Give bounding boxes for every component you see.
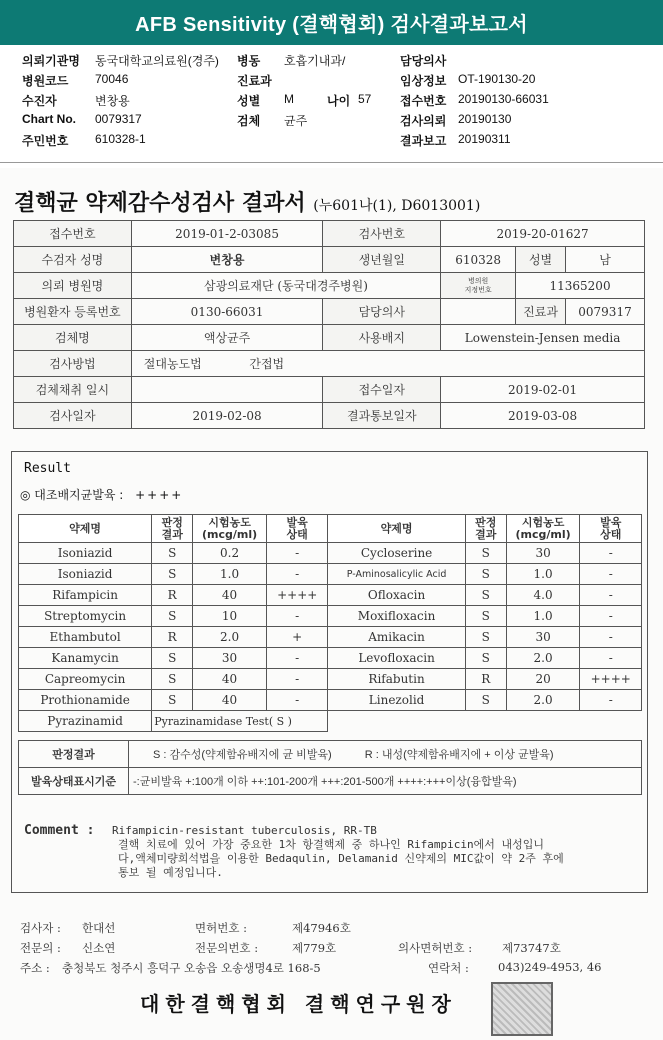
doctor-no-label: 의사면허번호 :	[398, 941, 473, 955]
name-label: 수검자 성명	[14, 247, 132, 273]
sex-label: 성별	[516, 247, 566, 273]
page-title: AFB Sensitivity (결핵협회) 검사결과보고서	[135, 14, 528, 36]
col-judge-right: 판정 결과	[465, 515, 506, 543]
drug-conc: 40	[193, 669, 267, 690]
drug-sensitivity-table	[18, 514, 642, 732]
drug-growth: -	[580, 690, 642, 711]
control-value: ++++	[135, 488, 184, 502]
clinical-label: 임상정보	[400, 74, 447, 88]
drug-growth: +	[266, 627, 327, 648]
drug-growth: -	[580, 585, 642, 606]
drug-conc: 2.0	[506, 648, 580, 669]
drug-name: Isoniazid	[19, 564, 152, 585]
drug-judge: S	[152, 564, 193, 585]
divider	[0, 162, 663, 163]
drug-judge: R	[152, 585, 193, 606]
drug-conc: 30	[506, 543, 580, 564]
chart-value: 0079317	[95, 112, 142, 126]
dept-label: 진료과	[516, 299, 566, 325]
col-drug-left: 약제명	[19, 515, 152, 543]
drug-name: P-Aminosalicylic Acid	[328, 564, 465, 585]
report-heading	[14, 186, 480, 217]
patient-value: 변창용	[95, 94, 130, 108]
drug-judge: R	[465, 669, 506, 690]
tester-label: 검사자 :	[20, 921, 61, 935]
license-label: 면허번호 :	[195, 921, 247, 935]
drug-name: Capreomycin	[19, 669, 152, 690]
drug-conc: 2.0	[506, 690, 580, 711]
drug-judge: S	[465, 564, 506, 585]
drug-name: Streptomycin	[19, 606, 152, 627]
drug-conc: 40	[193, 585, 267, 606]
drug-judge: S	[465, 627, 506, 648]
method-label: 검사방법	[14, 351, 132, 377]
judge-legend-s: S : 감수성(약제함유배지에 균 비발육)	[153, 749, 332, 761]
name-value: 변창용	[131, 247, 323, 273]
test-no-value: 2019-20-01627	[441, 221, 645, 247]
hospcode-value: 70046	[95, 72, 129, 86]
request-value: 20190130	[458, 112, 512, 126]
drug-name: Isoniazid	[19, 543, 152, 564]
drug-name: Moxifloxacin	[328, 606, 465, 627]
col-growth-left: 발육 상태	[266, 515, 327, 543]
report-date-value: 20190311	[458, 132, 511, 146]
accept-no-label: 접수번호	[14, 221, 132, 247]
method-2: 간접법	[249, 357, 285, 371]
age-value: 57	[358, 92, 372, 106]
medium-label: 사용배지	[323, 325, 441, 351]
table-row	[19, 669, 642, 690]
comment-text	[112, 824, 632, 880]
comment-label: Comment :	[24, 823, 95, 838]
drug-name: Linezolid	[328, 690, 465, 711]
clinical-value: OT-190130-20	[458, 72, 536, 86]
comment-line: 통보 될 예정입니다.	[118, 866, 223, 879]
drug-judge: S	[465, 543, 506, 564]
judge-legend-label: 판정결과	[19, 741, 129, 768]
specimen-label: 검체	[237, 114, 261, 128]
notify-value: 2019-03-08	[441, 403, 645, 429]
growth-legend-label: 발육상태표시기준	[19, 768, 129, 795]
accession-label: 접수번호	[400, 94, 447, 108]
drug-judge: S	[152, 543, 193, 564]
comment-line: 다,액체미량희석법을 이용한 Bedaqulin, Delamanid 신약제의 MIC값이 약 2주 후에	[118, 852, 564, 865]
license-value: 제47946호	[292, 921, 351, 935]
col-growth-right: 발육 상태	[580, 515, 642, 543]
control-label: ◎ 대조배지균발육 :	[20, 488, 124, 502]
drug-name: Rifabutin	[328, 669, 465, 690]
drug-conc: 40	[193, 690, 267, 711]
collect-value	[131, 377, 323, 403]
drug-conc: 4.0	[506, 585, 580, 606]
drug-conc: 30	[506, 627, 580, 648]
drug-growth: -	[266, 669, 327, 690]
drug-growth: -	[580, 564, 642, 585]
contact-label: 연락처 :	[428, 961, 469, 975]
drug-judge: S	[152, 648, 193, 669]
hospital-value: 동국대학교의료원(경주)	[95, 54, 219, 68]
drug-conc: 30	[193, 648, 267, 669]
drug-name: Amikacin	[328, 627, 465, 648]
hospital-label: 의뢰 병원명	[14, 273, 132, 299]
birth-label: 생년월일	[323, 247, 441, 273]
testdate-label: 검사일자	[14, 403, 132, 429]
judge-legend-r: R : 내성(약제함유배지에 + 이상 균발육)	[364, 749, 554, 761]
drug-growth: -	[266, 690, 327, 711]
license-label: 병의원 지정번호	[441, 273, 516, 299]
comment-line: Rifampicin-resistant tuberculosis, RR-TB	[112, 824, 377, 837]
accept-no-value: 2019-01-2-03085	[131, 221, 323, 247]
organization-name: 대한결핵협회 결핵연구원장	[140, 992, 457, 1016]
resident-label: 주민번호	[22, 134, 69, 148]
table-row	[19, 627, 642, 648]
drug-judge: S	[152, 690, 193, 711]
table-row	[19, 690, 642, 711]
contact-value: 043)249-4953, 46	[498, 960, 602, 974]
col-conc-right: 시험농도 (mcg/ml)	[506, 515, 580, 543]
medium-value: Lowenstein-Jensen media	[441, 325, 645, 351]
spec-no-label: 전문의번호 :	[195, 941, 259, 955]
address-value: 충청북도 청주시 흥덕구 오송읍 오송생명4로 168-5	[62, 961, 321, 975]
drug-judge: S	[465, 648, 506, 669]
sex-label: 성별	[237, 94, 261, 108]
drug-conc: 0.2	[193, 543, 267, 564]
hospcode-label: 병원코드	[22, 74, 69, 88]
tester-value: 한대선	[82, 921, 116, 935]
drug-conc: 1.0	[506, 564, 580, 585]
clinic-label: 진료과	[237, 74, 272, 88]
drug-conc: 1.0	[193, 564, 267, 585]
sex-value: M	[284, 92, 294, 106]
drug-name: Cycloserine	[328, 543, 465, 564]
drug-name: Prothionamide	[19, 690, 152, 711]
report-date-label: 결과보고	[400, 134, 447, 148]
notify-label: 결과통보일자	[323, 403, 441, 429]
dept-value: 호흡기내과/	[284, 54, 346, 68]
specimen-label: 검체명	[14, 325, 132, 351]
spec-no-value: 제779호	[292, 941, 337, 955]
request-label: 검사의뢰	[400, 114, 447, 128]
drug-judge: S	[465, 606, 506, 627]
doctor-no-value: 제73747호	[502, 941, 561, 955]
control-growth	[20, 486, 183, 503]
table-row	[19, 585, 642, 606]
scanned-report	[0, 168, 663, 1040]
table-row	[19, 711, 642, 732]
report-heading-text: 결핵균 약제감수성검사 결과서	[14, 190, 306, 216]
drug-growth: -	[580, 606, 642, 627]
drug-conc: 1.0	[506, 606, 580, 627]
specimen-value: 균주	[284, 114, 308, 128]
receipt-label: 접수일자	[323, 377, 441, 403]
drug-growth: -	[266, 648, 327, 669]
drug-growth: -	[580, 543, 642, 564]
growth-legend-value: -:균비발육 +:100개 이하 ++:101-200개 +++:201-500개 ++++:+++이상(융합발육)	[129, 768, 642, 795]
drug-name: Rifampicin	[19, 585, 152, 606]
table-row	[19, 606, 642, 627]
specialist-value: 신소연	[82, 941, 116, 955]
result-section	[11, 451, 648, 893]
drug-name: Kanamycin	[19, 648, 152, 669]
drug-growth: -	[580, 627, 642, 648]
table-row	[19, 564, 642, 585]
test-no-label: 검사번호	[323, 221, 441, 247]
sex-value: 남	[566, 247, 645, 273]
drug-conc: 10	[193, 606, 267, 627]
chart-label: Chart No.	[22, 112, 76, 126]
drug-name: Ofloxacin	[328, 585, 465, 606]
drug-growth: -	[266, 564, 327, 585]
doctor-value	[441, 299, 516, 325]
official-seal	[491, 982, 553, 1036]
col-drug-right: 약제명	[328, 515, 465, 543]
table-row	[19, 543, 642, 564]
receipt-value: 2019-02-01	[441, 377, 645, 403]
drug-judge: S	[465, 690, 506, 711]
report-title-bar	[0, 0, 663, 45]
specimen-value: 액상균주	[131, 325, 323, 351]
age-label: 나이	[327, 94, 351, 108]
drug-conc: 2.0	[193, 627, 267, 648]
pza-result: Pyrazinamidase Test( S )	[152, 711, 328, 732]
drug-judge: S	[152, 606, 193, 627]
report-heading-code: (누601나(1), D6013001)	[313, 198, 481, 214]
dept-label: 병동	[237, 54, 261, 68]
drug-growth: -	[266, 606, 327, 627]
pza-name: Pyrazinamid	[19, 711, 152, 732]
method-1: 절대농도법	[143, 357, 202, 371]
drug-judge: R	[152, 627, 193, 648]
method-value	[131, 351, 644, 377]
specialist-label: 전문의 :	[20, 941, 61, 955]
accession-value: 20190130-66031	[458, 92, 549, 106]
result-title: Result	[24, 461, 71, 476]
resident-value: 610328-1	[95, 132, 146, 146]
drug-growth: -	[266, 543, 327, 564]
patient-info-table	[13, 220, 645, 429]
reg-label: 병원환자 등록번호	[14, 299, 132, 325]
comment-line: 결핵 치료에 있어 가장 중요한 1차 항결핵제 중 하나인 Rifampicin에서 내성입니	[118, 838, 544, 851]
patient-label: 수진자	[22, 94, 57, 108]
drug-growth: -	[580, 648, 642, 669]
drug-conc: 20	[506, 669, 580, 690]
birth-value: 610328	[441, 247, 516, 273]
col-judge-left: 판정 결과	[152, 515, 193, 543]
address-label: 주소 :	[20, 961, 50, 975]
drug-judge: S	[465, 585, 506, 606]
legend-table	[18, 740, 642, 795]
hospital-value: 삼광의료재단 (동국대경주병원)	[131, 273, 440, 299]
drug-growth: ++++	[266, 585, 327, 606]
dept-value: 0079317	[566, 299, 645, 325]
hospital-label: 의뢰기관명	[22, 54, 80, 68]
drug-judge: S	[152, 669, 193, 690]
col-conc-left: 시험농도 (mcg/ml)	[193, 515, 267, 543]
doctor-label: 담당의사	[400, 54, 447, 68]
drug-name: Levofloxacin	[328, 648, 465, 669]
testdate-value: 2019-02-08	[131, 403, 323, 429]
header-info	[22, 52, 652, 152]
judge-legend-value	[129, 741, 642, 768]
reg-value: 0130-66031	[131, 299, 323, 325]
drug-growth: ++++	[580, 669, 642, 690]
drug-name: Ethambutol	[19, 627, 152, 648]
table-row	[19, 648, 642, 669]
collect-label: 검체채취 일시	[14, 377, 132, 403]
license-value: 11365200	[516, 273, 645, 299]
doctor-label: 담당의사	[323, 299, 441, 325]
